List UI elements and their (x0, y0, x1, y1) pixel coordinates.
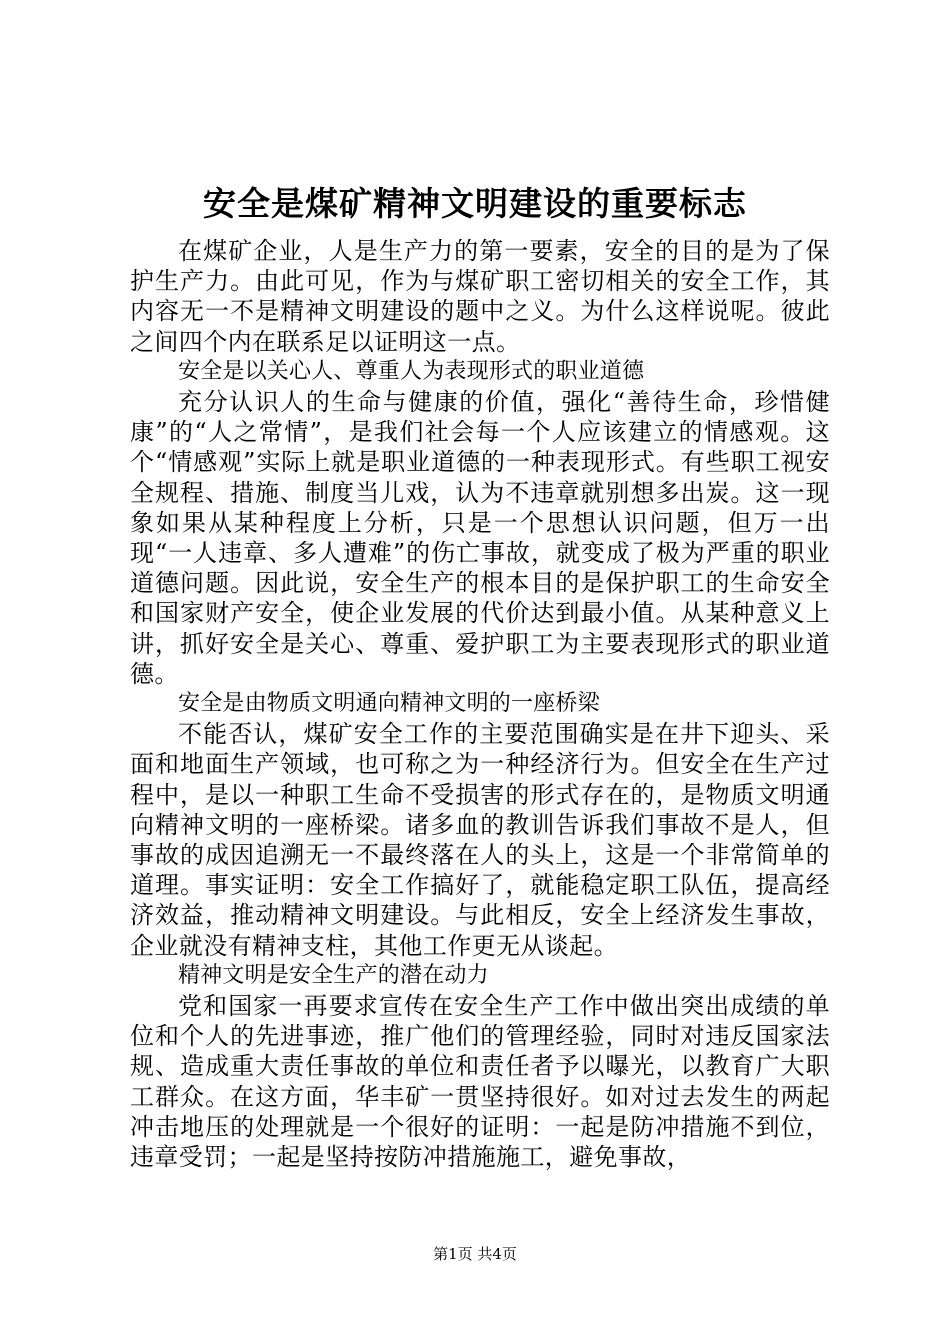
paragraph-section-2: 不能否认，煤矿安全工作的主要范围确实是在井下迎头、采面和地面生产领域，也可称之为一种经济行为。但安全在生产过程中，是以一种职工生命不受损害的形式存在的，是物质文明通向精神文明的一座桥梁。诸多血的教训告诉我们事故不是人，但事故的成因追溯无一不最终落在人的头上，这是一个非常简单的道理。事实证明：安全工作搞好了，就能稳定职工队伍，提高经济效益，推动精神文明建设。与此相反，安全上经济发生事故，企业就没有精神支柱，其他工作更无从谈起。 (130, 720, 830, 960)
section-heading-3: 精神文明是安全生产的潜在动力 (178, 962, 489, 988)
paragraph-section-1: 充分认识人的生命与健康的价值，强化“善待生命，珍惜健康”的“人之常情”，是我们社会每一个人应该建立的情感观。这个“情感观”实际上就是职业道德的一种表现形式。有些职工视安全规程、措施、制度当儿戏，认为不违章就别想多出炭。这一现象如果从某种程度上分析，只是一个思想认识问题，但万一出现“一人违章、多人遭难”的伤亡事故，就变成了极为严重的职业道德问题。因此说，安全生产的根本目的是保护职工的生命安全和国家财产安全，使企业发展的代价达到最小值。从某种意义上讲，抓好安全是关心、尊重、爱护职工为主要表现形式的职业道德。 (130, 388, 830, 688)
paragraph-section-3: 党和国家一再要求宣传在安全生产工作中做出突出成绩的单位和个人的先进事迹，推广他们的管理经验，同时对违反国家法规、造成重大责任事故的单位和责任者予以曝光，以教育广大职工群众。在这方面，华丰矿一贯坚持很好。如对过去发生的两起冲击地压的处理就是一个很好的证明：一起是防冲措施不到位，违章受罚；一起是坚持按防冲措施施工，避免事故， (130, 992, 830, 1172)
page-number-footer: 第1页 共4页 (433, 1245, 517, 1263)
section-heading-2: 安全是由物质文明通向精神文明的一座桥梁 (178, 691, 600, 717)
paragraph-intro: 在煤矿企业，人是生产力的第一要素，安全的目的是为了保护生产力。由此可见，作为与煤矿职工密切相关的安全工作，其内容无一不是精神文明建设的题中之义。为什么这样说呢。彼此之间四个内在联系足以证明这一点。 (130, 237, 830, 356)
document-title: 安全是煤矿精神文明建设的重要标志 (203, 184, 747, 223)
document-body (130, 236, 830, 1172)
section-heading-1: 安全是以关心人、尊重人为表现形式的职业道德 (178, 358, 645, 384)
